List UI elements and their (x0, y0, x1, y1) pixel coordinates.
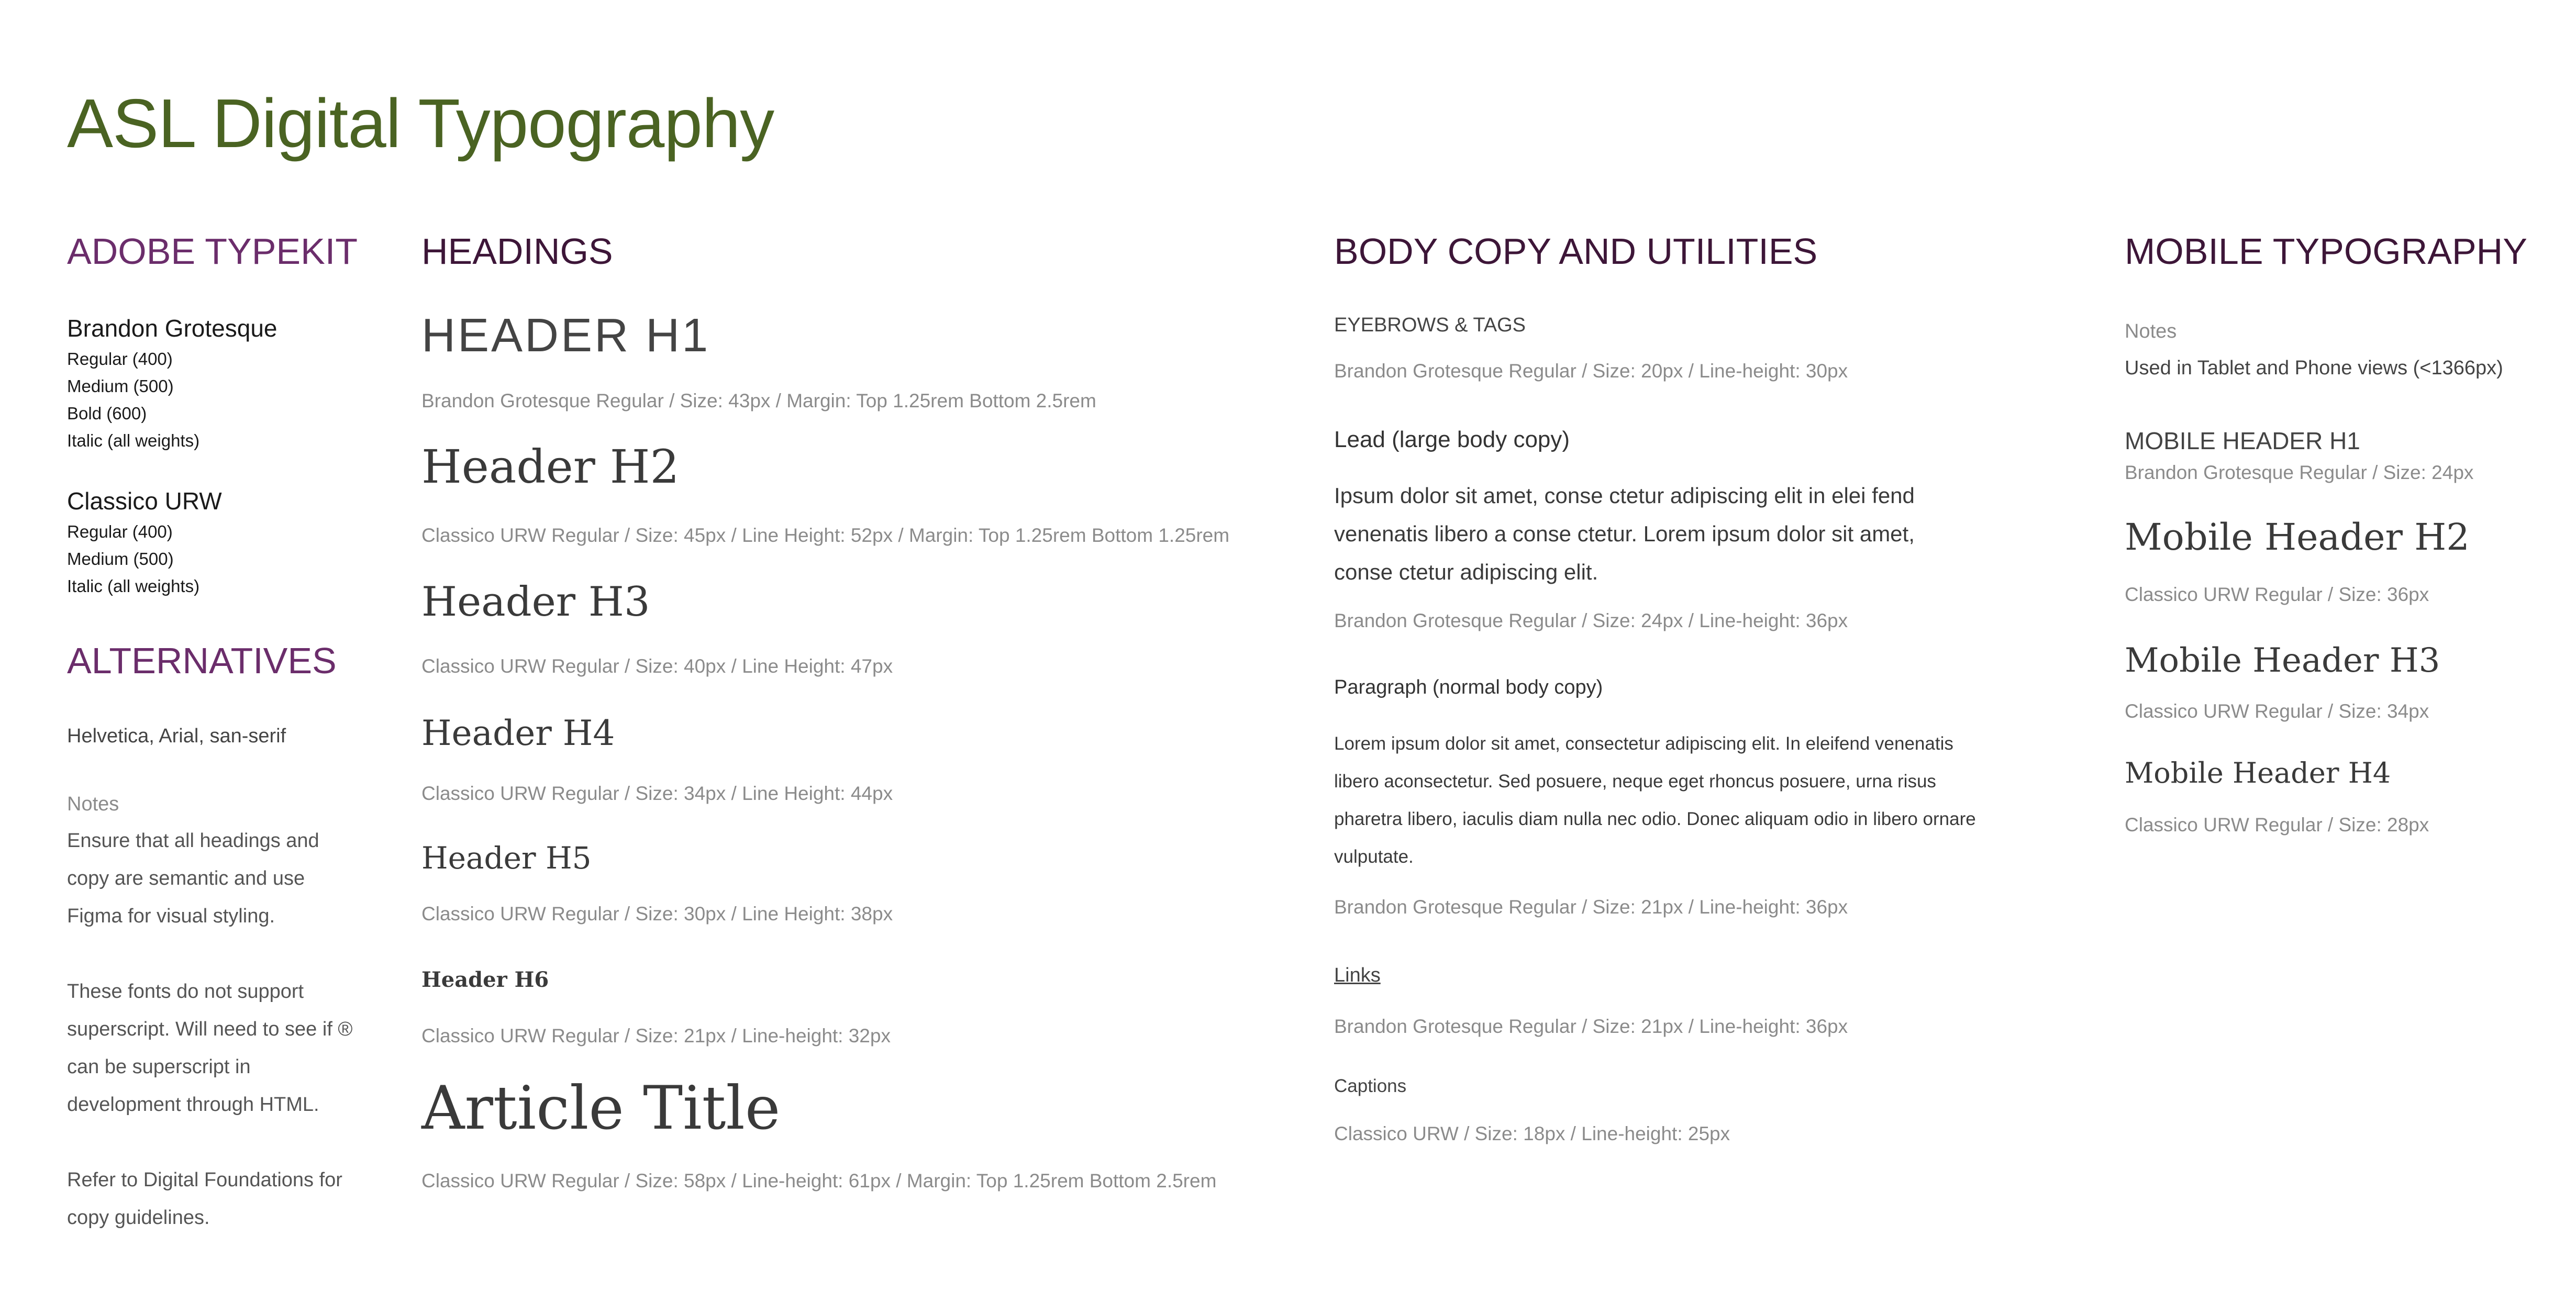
mobile-h4-sample: Mobile Header H4 (2125, 756, 2391, 789)
links-sample[interactable]: Links (1334, 964, 1381, 986)
font-weight: Regular (400) (67, 522, 173, 541)
h4-sample: Header H4 (421, 713, 615, 753)
body-copy-heading: BODY COPY AND UTILITIES (1334, 231, 1818, 272)
h4-spec: Classico URW Regular / Size: 34px / Line Height: 44px (421, 783, 893, 804)
mobile-h2-sample: Mobile Header H2 (2125, 516, 2470, 559)
notes-label: Notes (67, 793, 119, 815)
mobile-h3-sample: Mobile Header H3 (2125, 641, 2440, 680)
captions-spec: Classico URW / Size: 18px / Line-height: 25px (1334, 1123, 1730, 1144)
note-paragraph: Ensure that all headings and copy are semantic and use Figma for visual styling. (67, 830, 319, 927)
mobile-notes-label: Notes (2125, 320, 2177, 342)
links-spec: Brandon Grotesque Regular / Size: 21px / Line-height: 36px (1334, 1016, 1848, 1037)
mobile-h2-spec: Classico URW Regular / Size: 36px (2125, 584, 2429, 605)
font-weight: Italic (all weights) (67, 431, 200, 450)
paragraph-label: Paragraph (normal body copy) (1334, 676, 1603, 698)
note-paragraph: Refer to Digital Foundations for copy guidelines. (67, 1169, 342, 1229)
font-weight: Italic (all weights) (67, 576, 200, 596)
eyebrows-spec: Brandon Grotesque Regular / Size: 20px / Line-height: 30px (1334, 360, 1848, 382)
lead-label: Lead (large body copy) (1334, 427, 1570, 452)
mobile-heading: MOBILE TYPOGRAPHY (2125, 231, 2527, 272)
alternatives-heading: ALTERNATIVES (67, 640, 337, 681)
mobile-h1-spec: Brandon Grotesque Regular / Size: 24px (2125, 462, 2474, 483)
h3-sample: Header H3 (421, 578, 650, 626)
captions-label: Captions (1334, 1076, 1407, 1096)
eyebrows-label: EYEBROWS & TAGS (1334, 314, 1526, 336)
article-title-spec: Classico URW Regular / Size: 58px / Line-height: 61px / Margin: Top 1.25rem Bottom 2.5rem (421, 1170, 1217, 1191)
page-title: ASL Digital Typography (67, 85, 774, 162)
h6-spec: Classico URW Regular / Size: 21px / Line-height: 32px (421, 1025, 891, 1046)
mobile-h4-spec: Classico URW Regular / Size: 28px (2125, 814, 2429, 836)
lead-text: Ipsum dolor sit amet, conse ctetur adipiscing elit in elei fend venenatis libero a conse ctetur. Lorem ipsum dolor sit amet, conse ctetur adipiscing elit. (1334, 483, 1915, 584)
note-paragraph: These fonts do not support superscript. Will need to see if ® can be superscript in development through HTML. (67, 981, 353, 1116)
typekit-heading: ADOBE TYPEKIT (67, 231, 358, 272)
font-weight: Regular (400) (67, 349, 173, 369)
h5-sample: Header H5 (421, 840, 592, 876)
paragraph-text: Lorem ipsum dolor sit amet, consectetur adipiscing elit. In eleifend venenatis libero aconsectetur. Sed posuere, neque eget rhoncus posuere, urna risus pharetra libero, iaculis diam nulla nec odio. Donec aliquam odio in libero ornare vulputate. (1334, 733, 1976, 867)
h6-sample: Header H6 (421, 967, 549, 992)
h1-sample: HEADER H1 (421, 309, 710, 362)
headings-heading: HEADINGS (421, 231, 613, 272)
alternatives-stack: Helvetica, Arial, san-serif (67, 725, 286, 747)
mobile-h1-sample: MOBILE HEADER H1 (2125, 427, 2360, 454)
paragraph-spec: Brandon Grotesque Regular / Size: 21px / Line-height: 36px (1334, 896, 1848, 918)
font-weight: Medium (500) (67, 549, 174, 569)
mobile-notes-text: Used in Tablet and Phone views (<1366px) (2125, 357, 2503, 379)
font-name-brandon: Brandon Grotesque (67, 315, 277, 342)
font-weight: Medium (500) (67, 376, 174, 396)
mobile-h3-spec: Classico URW Regular / Size: 34px (2125, 700, 2429, 722)
h5-spec: Classico URW Regular / Size: 30px / Line Height: 38px (421, 903, 893, 925)
h1-spec: Brandon Grotesque Regular / Size: 43px / Margin: Top 1.25rem Bottom 2.5rem (421, 390, 1096, 411)
font-name-classico: Classico URW (67, 487, 222, 515)
h2-sample: Header H2 (421, 440, 680, 494)
font-weight: Bold (600) (67, 404, 147, 423)
h3-spec: Classico URW Regular / Size: 40px / Line Height: 47px (421, 655, 893, 677)
h2-spec: Classico URW Regular / Size: 45px / Line Height: 52px / Margin: Top 1.25rem Bottom 1.25rem (421, 525, 1230, 546)
article-title-sample: Article Title (421, 1073, 781, 1143)
lead-spec: Brandon Grotesque Regular / Size: 24px / Line-height: 36px (1334, 610, 1848, 631)
